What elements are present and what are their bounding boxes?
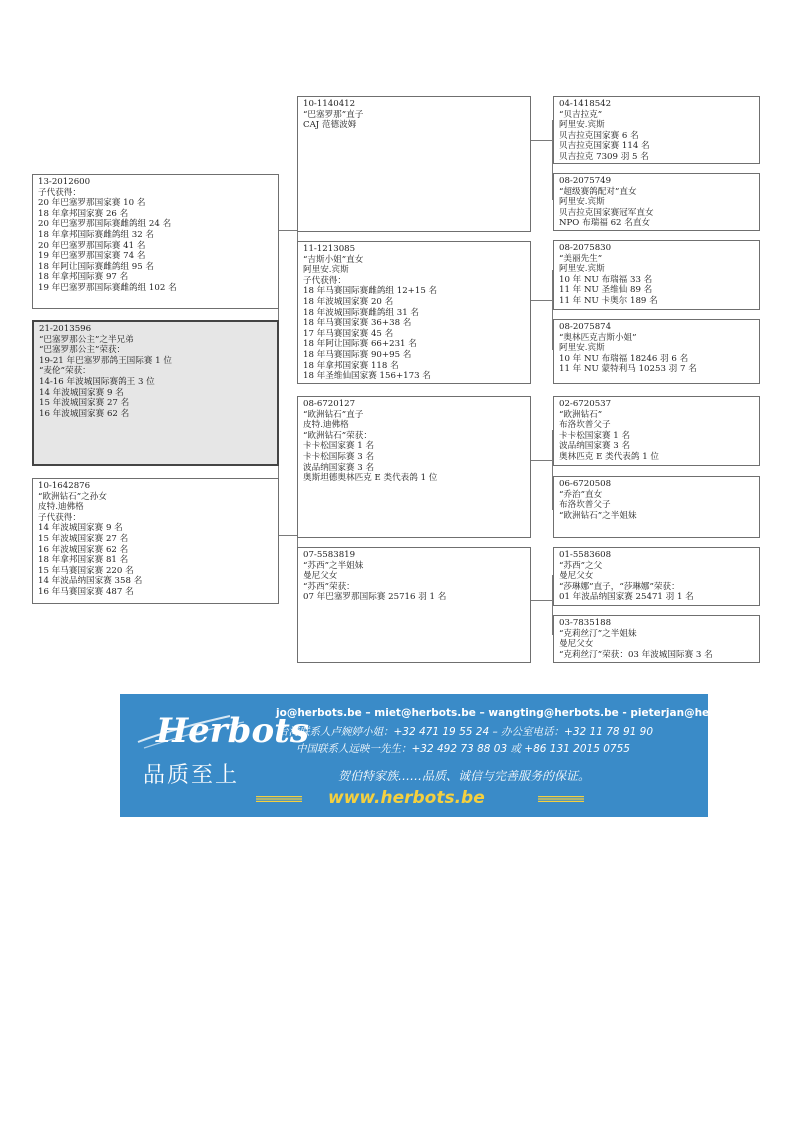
pedigree-line: 卡卡松国家赛 1 名 (559, 430, 631, 441)
pedigree-line: “美丽先生” (559, 253, 603, 264)
pedigree-line: 皮特.迪佛格 (38, 502, 84, 513)
pedigree-line: 16 年马赛国家赛 487 名 (38, 586, 134, 597)
ring-number: 06-6720508 (559, 479, 612, 489)
pedigree-line: 贝吉拉克国家赛 114 名 (559, 141, 650, 152)
connector-mother (278, 535, 298, 536)
pedigree-box-ffm (553, 173, 760, 231)
connector-ff (530, 140, 552, 141)
pedigree-line: 15 年波城国家赛 27 名 (39, 398, 130, 409)
pedigree-line: CAJ 范德波姆 (303, 120, 357, 131)
pedigree-line: 11 年 NU 蒙特利马 10253 羽 7 名 (559, 364, 697, 375)
pedigree-line: 曼尼父女 (559, 639, 594, 650)
ring-number: 08-2075749 (559, 176, 612, 186)
pedigree-line: 19 年巴塞罗那国际赛雌鸽组 102 名 (38, 282, 177, 293)
pedigree-line: 波品纳国家赛 3 名 (559, 441, 631, 452)
pedigree-line: 奥林匹克 E 类代表鸽 1 位 (559, 451, 660, 462)
pedigree-line: 14 年波城国家赛 9 名 (38, 523, 123, 534)
pedigree-line: 阿里安.宾斯 (303, 265, 349, 276)
ring-number: 10-1642876 (38, 481, 91, 491)
pedigree-box-mother (32, 478, 279, 604)
pedigree-line: “欧洲钻石”之半姐妹 (559, 510, 637, 521)
ring-number: 21-2013596 (39, 324, 92, 334)
pedigree-line: 17 年马赛国家赛 45 名 (303, 328, 394, 339)
pedigree-box-ff (297, 96, 531, 232)
herbots-banner (120, 694, 759, 817)
pedigree-line: 阿里安.宾斯 (559, 120, 605, 131)
pedigree-box-fff (553, 96, 760, 164)
pedigree-line: 子代获得： (303, 275, 346, 286)
pedigree-line: 18 年拿邦国家赛 81 名 (38, 555, 129, 566)
decor-lines-left-icon (256, 796, 302, 802)
pedigree-line: 子代获得： (38, 512, 81, 523)
pedigree-line: 18 年拿邦国家赛 118 名 (303, 360, 399, 371)
pedigree-line: “克莉丝汀”荣获：03 年波城国际赛 3 名 (559, 649, 713, 660)
pedigree-line: “欧洲钻石”荣获： (303, 430, 372, 441)
ring-number: 02-6720537 (559, 399, 612, 409)
logo-text: Herbots (156, 711, 309, 751)
ring-number: 08-6720127 (303, 399, 356, 409)
service-promise: 贺伯特家族……品质、诚信与完善服务的保证。 (338, 769, 591, 783)
pedigree-box-mmf (553, 547, 760, 606)
pedigree-line: “欧洲钻石”直子 (303, 409, 364, 420)
ring-number: 01-5583608 (559, 550, 612, 560)
pedigree-line: “麦伦”荣获： (39, 366, 91, 377)
pedigree-line: 阿里安.宾斯 (559, 343, 605, 354)
pedigree-line: “乔治”直女 (559, 489, 603, 500)
contact-emails[interactable]: jo@herbots.be – miet@herbots.be – wangting@herbots.be - pieterjan@herbots.be (276, 707, 759, 719)
pedigree-box-mmm (553, 615, 760, 663)
pedigree-line: 07 年巴塞罗那国际赛 25716 羽 1 名 (303, 592, 447, 603)
pedigree-box-mm (297, 547, 531, 663)
china-contact: 中国联系人远映一先生：+32 492 73 88 03 或 +86 131 2015 0755 (296, 743, 630, 755)
herbots-logo (134, 702, 309, 756)
pedigree-line: 布洛坎普父子 (559, 420, 611, 431)
pedigree-line: 18 年马赛国家赛 36+38 名 (303, 318, 412, 329)
pedigree-line: 11 年 NU 圣维仙 89 名 (559, 285, 653, 296)
pedigree-line: 贝吉拉克国家赛冠军直女 (559, 207, 654, 218)
pedigree-line: 贝吉拉克 7309 羽 5 名 (559, 151, 649, 162)
decor-lines-right-icon (538, 796, 584, 802)
pedigree-line: 18 年阿让国际赛雌鸽组 95 名 (38, 261, 155, 272)
pedigree-line: 14 年波品纳国家赛 358 名 (38, 576, 143, 587)
pedigree-line: “巴塞罗那公主”之半兄弟 (39, 334, 134, 345)
pedigree-line: 14 年波城国家赛 9 名 (39, 387, 124, 398)
pedigree-line: 曼尼父女 (559, 571, 594, 582)
pedigree-box-fmm (553, 319, 760, 384)
pedigree-line: “莎琳娜”直子，“莎琳娜”荣获： (559, 581, 680, 592)
ring-number: 08-2075830 (559, 243, 612, 253)
pedigree-line: “贝吉拉克” (559, 109, 603, 120)
pedigree-line: 19-21 年巴塞罗那鸽王国际赛 1 位 (39, 355, 172, 366)
pedigree-line: 18 年拿邦国际赛雌鸽组 32 名 (38, 229, 155, 240)
pedigree-line: 卡卡松国家赛 1 名 (303, 441, 375, 452)
pedigree-line: “苏西”之半姐妹 (303, 560, 364, 571)
pedigree-box-mfm (553, 476, 760, 538)
pedigree-line: 16 年波城国家赛 62 名 (39, 408, 130, 419)
slogan: 品质至上 (143, 763, 240, 788)
pedigree-line: 曼尼父女 (303, 571, 338, 582)
pedigree-line: 20 年巴塞罗那国家赛 10 名 (38, 198, 146, 209)
pedigree-line: 16 年波城国家赛 62 名 (38, 544, 129, 555)
ring-number: 04-1418542 (559, 99, 612, 109)
pedigree-line: 20 年巴塞罗那国际赛雌鸽组 24 名 (38, 219, 172, 230)
pedigree-line: 阿里安.宾斯 (559, 264, 605, 275)
ring-number: 13-2012600 (38, 177, 91, 187)
pedigree-line: “苏西”之父 (559, 560, 603, 571)
pedigree-box-fm (297, 241, 531, 384)
pedigree-line: 15 年马赛国家赛 220 名 (38, 565, 134, 576)
pedigree-line: 01 年波品纳国家赛 25471 羽 1 名 (559, 592, 694, 603)
pedigree-line: 贝吉拉克国家赛 6 名 (559, 130, 639, 141)
pedigree-line: 18 年拿邦国家赛 26 名 (38, 208, 129, 219)
pedigree-line: 10 年 NU 布瑞福 18246 羽 6 名 (559, 353, 689, 364)
pedigree-line: 18 年马赛国际赛雌鸽组 12+15 名 (303, 286, 438, 297)
pedigree-line: 11 年 NU 卡奥尔 189 名 (559, 295, 658, 306)
pedigree-line: 布洛坎普父子 (559, 500, 611, 511)
pedigree-box-mff (553, 396, 760, 466)
connector-father (278, 230, 298, 231)
pedigree-line: “巴塞罗那”直子 (303, 109, 364, 120)
pedigree-line: 奥斯坦德奥林匹克 E 类代表鸽 1 位 (303, 473, 438, 484)
ring-number: 10-1140412 (303, 99, 356, 109)
website-link[interactable]: www.herbots.be (328, 788, 485, 808)
ring-number: 08-2075874 (559, 322, 612, 332)
pedigree-line: 18 年阿让国际赛 66+231 名 (303, 339, 417, 350)
pedigree-line: 10 年 NU 布瑞福 33 名 (559, 274, 653, 285)
pedigree-line: “奥林匹克吉斯小姐” (559, 332, 637, 343)
pedigree-box-father (32, 174, 279, 309)
connector-mf (530, 460, 552, 461)
connector-fm (530, 300, 552, 301)
pedigree-line: “欧洲钻石” (559, 409, 603, 420)
pedigree-line: “苏西”荣获： (303, 581, 355, 592)
ring-number: 07-5583819 (303, 550, 356, 560)
pedigree-line: “欧洲钻石”之孙女 (38, 491, 107, 502)
pedigree-line: “吉斯小姐”直女 (303, 254, 364, 265)
pedigree-line: “超级赛鸽配对”直女 (559, 186, 637, 197)
pedigree-line: 20 年巴塞罗那国际赛 41 名 (38, 240, 146, 251)
pedigree-line: 18 年波城国际赛雌鸽组 31 名 (303, 307, 420, 318)
ring-number: 11-1213085 (303, 244, 356, 254)
ring-number: 03-7835188 (559, 618, 612, 628)
pedigree-line: “克莉丝汀”之半姐妹 (559, 628, 637, 639)
pedigree-line: 18 年波城国家赛 20 名 (303, 296, 394, 307)
pedigree-box-fmf (553, 240, 760, 310)
pedigree-line: 18 年拿邦国际赛 97 名 (38, 272, 129, 283)
pedigree-line: 阿里安.宾斯 (559, 197, 605, 208)
pedigree-line: 卡卡松国际赛 3 名 (303, 451, 375, 462)
pedigree-line: NPO 布瑞福 62 名直女 (559, 218, 651, 229)
pedigree-line: 皮特.迪佛格 (303, 420, 349, 431)
taiwan-contact: 台湾联系人卢婉婷小姐：+32 471 19 55 24 – 办公室电话：+32 11 78 91 90 (278, 726, 654, 738)
pedigree-line: 18 年马赛国际赛 90+95 名 (303, 349, 412, 360)
pedigree-line: 子代获得： (38, 187, 81, 198)
pedigree-box-mf (297, 396, 531, 538)
pedigree-line: 19 年巴塞罗那国家赛 74 名 (38, 251, 146, 262)
pedigree-line: 波品纳国家赛 3 名 (303, 462, 375, 473)
pedigree-line: 14-16 年波城国际赛鸽王 3 位 (39, 376, 155, 387)
connector-mm (530, 600, 552, 601)
pedigree-line: 18 年圣维仙国家赛 156+173 名 (303, 371, 431, 382)
pedigree-line: 15 年波城国家赛 27 名 (38, 533, 129, 544)
pedigree-box-subject (32, 320, 279, 466)
pedigree-line: “巴塞罗那公主”荣获： (39, 345, 126, 356)
